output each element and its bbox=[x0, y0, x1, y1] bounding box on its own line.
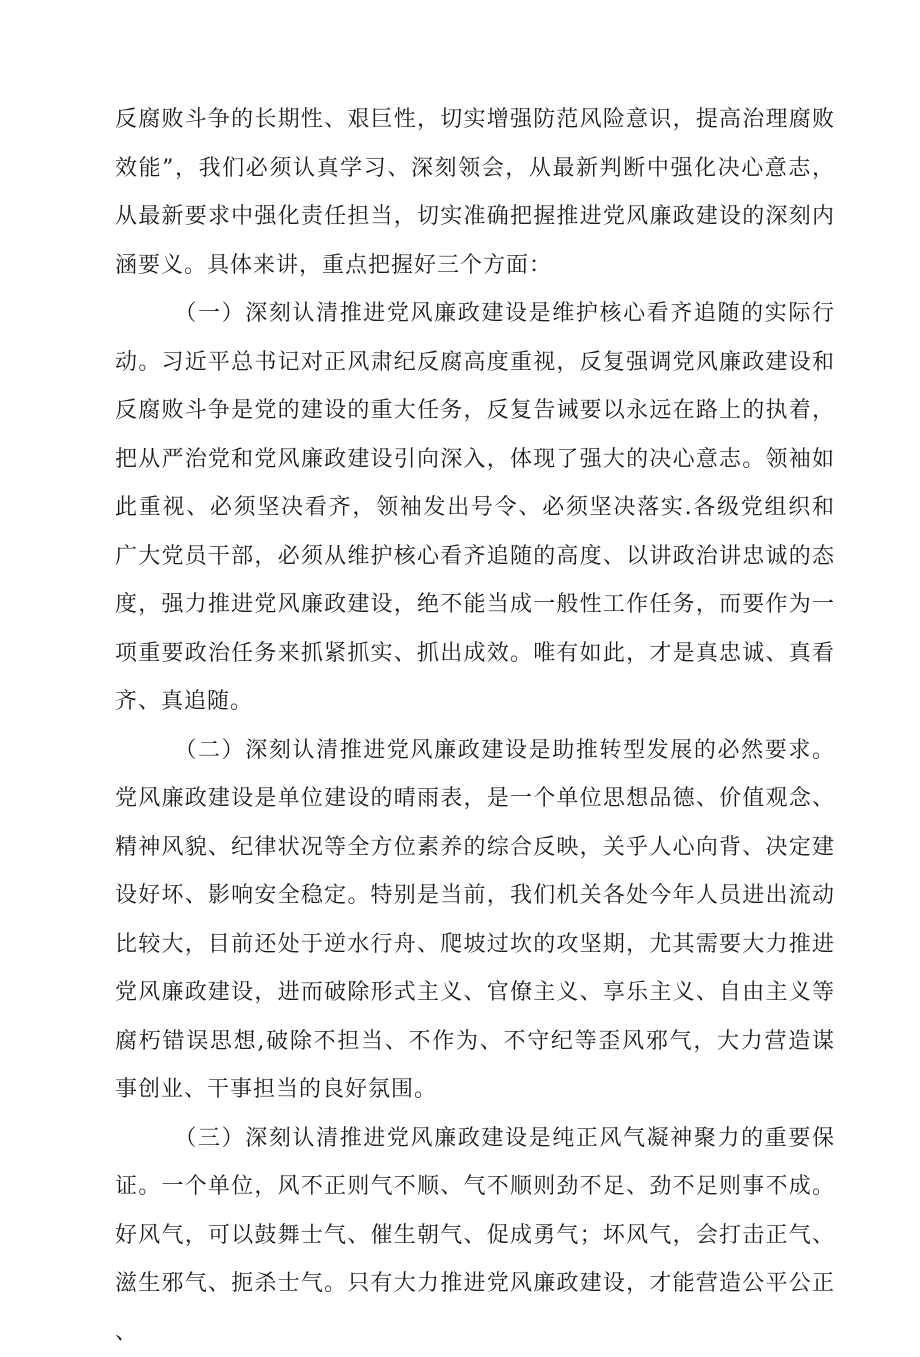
paragraph-section-two: （二）深刻认清推进党风廉政建设是助推转型发展的必然要求。党风廉政建设是单位建设的晴雨表，是一个单位思想品德、价值观念、精神风貌、纪律状况等全方位素养的综合反映，关乎人心向背、决定建设好坏、影响安全稳定。特别是当前，我们机关各处今年人员进出流动比较大，目前还处于逆水行舟、爬坡过坎的攻坚期，尤其需要大力推进党风廉政建设，进而破除形式主义、官僚主义、享乐主义、自由主义等腐朽错误思想,破除不担当、不作为、不守纪等歪风邪气，大力营造谋事创业、干事担当的良好氛围。 bbox=[115, 727, 835, 1115]
paragraph-continuation: 反腐败斗争的长期性、艰巨性，切实增强防范风险意识，提高治理腐败效能”，我们必须认真学习、深刻领会，从最新判断中强化决心意志，从最新要求中强化责任担当，切实准确把握推进党风廉政建设的深刻内涵要义。具体来讲，重点把握好三个方面： bbox=[115, 96, 835, 290]
paragraph-section-one: （一）深刻认清推进党风廉政建设是维护核心看齐追随的实际行动。习近平总书记对正风肃纪反腐高度重视，反复强调党风廉政建设和反腐败斗争是党的建设的重大任务，反复告诫要以永远在路上的执着，把从严治党和党风廉政建设引向深入，体现了强大的决心意志。领袖如此重视、必须坚决看齐，领袖发出号令、必须坚决落实.各级党组织和广大党员干部，必须从维护核心看齐追随的高度、以讲政治讲忠诚的态度，强力推进党风廉政建设，绝不能当成一般性工作任务，而要作为一项重要政治任务来抓紧抓实、抓出成效。唯有如此，才是真忠诚、真看齐、真追随。 bbox=[115, 290, 835, 727]
paragraph-section-three: （三）深刻认清推进党风廉政建设是纯正风气凝神聚力的重要保证。一个单位，风不正则气不顺、气不顺则劲不足、劲不足则事不成。好风气，可以鼓舞士气、催生朝气、促成勇气；坏风气，会打击正气、滋生邪气、扼杀士气。只有大力推进党风廉政建设，才能营造公平公正、 bbox=[115, 1115, 835, 1357]
document-body bbox=[115, 96, 835, 1357]
